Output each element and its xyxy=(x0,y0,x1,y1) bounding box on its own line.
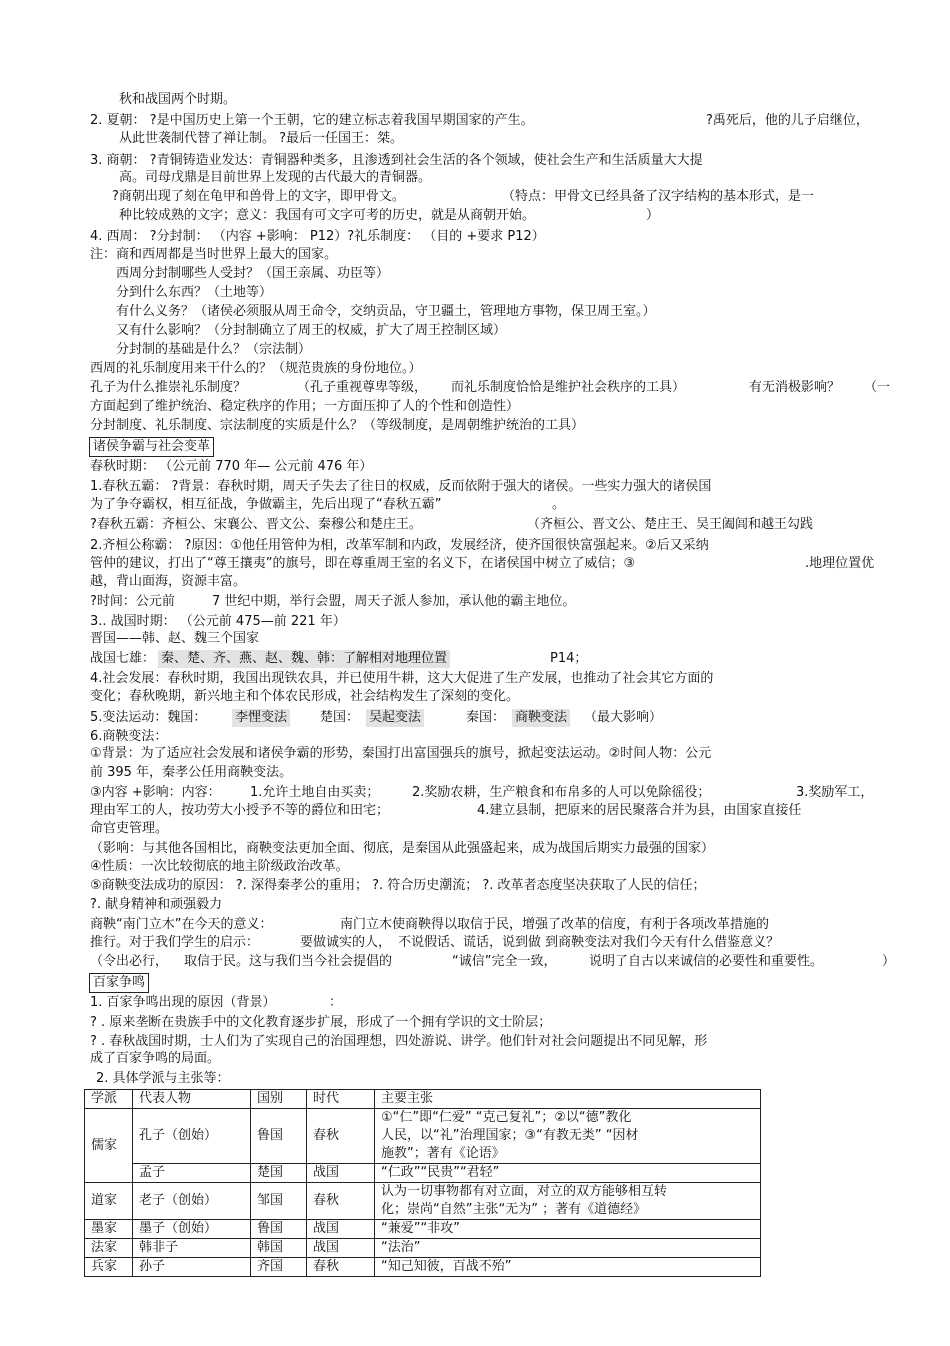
table-cell: “兼爱”“非攻” xyxy=(375,1220,761,1239)
text-line: P14； xyxy=(550,651,588,666)
text-line: 推行。对于我们学生的启示： xyxy=(90,935,260,950)
text-line: 4.建立县制，把原来的居民聚落合并为县，由国家直接任 xyxy=(477,803,802,818)
text-line: ?商朝出现了刻在龟甲和兽骨上的文字，即甲骨文。 xyxy=(112,189,405,204)
text-line: ①背景：为了适应社会发展和诸侯争霸的形势，秦国打出富国强兵的旗号，掀起变法运动。②时间人物：公元 xyxy=(90,746,712,761)
table-header-cell: 代表人物 xyxy=(133,1090,251,1109)
text-line: ?禹死后，他的儿子启继位， xyxy=(706,113,869,128)
text-line: 不说假话、谎话，说到做 到商鞅变法对我们今天有什么借鉴意义？ xyxy=(398,935,780,950)
highlighted-text: 吴起变法 xyxy=(366,709,424,727)
text-line: 从此世袭制代替了禅让制。 ?最后一任国王：桀。 xyxy=(119,131,404,146)
text-line: ?时间：公元前 xyxy=(90,594,175,609)
text-line: 晋国——韩、赵、魏三个国家 xyxy=(90,631,260,646)
table-cell: 兵家 xyxy=(85,1258,133,1277)
table-cell: 春秋 xyxy=(307,1258,375,1277)
text-line: （最大影响） xyxy=(584,710,663,725)
text-line: 西周分封制哪些人受封？（国王亲属、功臣等） xyxy=(116,266,390,281)
text-line: 2. 具体学派与主张等： xyxy=(96,1071,230,1086)
table-header-cell: 学派 xyxy=(85,1090,133,1109)
table-row xyxy=(85,1164,761,1183)
text-line: 高。司母戊鼎是目前世界上发现的古代最大的青铜器。 xyxy=(119,170,432,185)
cell-line: 人民，以“礼”治理国家；③“有教无类” “因材 xyxy=(381,1128,639,1143)
text-line: 2.奖励农耕，生产粮食和布帛多的人可以免除徭役； xyxy=(412,785,711,800)
text-line: 种比较成熟的文字；意义：我国有可文字可考的历史，就是从商朝开始。 xyxy=(119,208,536,223)
text-line: 4. 西周： ?分封制： （内容 +影响： P12）?礼乐制度： （目的 +要求 P12） xyxy=(90,229,545,244)
text-line: 秋和战国两个时期。 xyxy=(119,92,237,107)
text-line: 4.社会发展：春秋时期，我国出现铁农具，并已使用牛耕，这大大促进了生产发展，也推动了社会其它方面的 xyxy=(90,671,714,686)
text-line: 1. 百家争鸣出现的原因（背景） xyxy=(90,995,276,1010)
text-line: ? . 春秋战国时期，士人们为了实现自己的治国理想，四处游说、讲学。他们针对社会问题提出不同见解，形 xyxy=(90,1034,708,1049)
table-cell: 道家 xyxy=(85,1183,133,1220)
text-line: ③内容 +影响：内容： xyxy=(90,785,221,800)
table-row xyxy=(85,1258,761,1277)
table-cell: “法治” xyxy=(375,1239,761,1258)
text-line: .地理位置优 xyxy=(805,556,875,571)
schools-table xyxy=(84,1089,761,1277)
text-line: 取信于民。这与我们当今社会提倡的 xyxy=(184,954,393,969)
table-row xyxy=(85,1239,761,1258)
text-line: 孔子为什么推崇礼乐制度？ xyxy=(90,380,247,395)
text-line: 有无消极影响？ xyxy=(749,380,841,395)
text-line: ） xyxy=(646,208,660,223)
table-header-cell: 国别 xyxy=(251,1090,307,1109)
table-cell: 老子（创始） xyxy=(133,1183,251,1220)
text-line: 命官吏管理。 xyxy=(90,821,169,836)
text-line: 西周的礼乐制度用来干什么的？（规范贵族的身份地位。） xyxy=(90,361,422,376)
text-line: 变化；春秋晚期，新兴地主和个体农民形成，社会结构发生了深刻的变化。 xyxy=(90,689,520,704)
table-cell: 韩国 xyxy=(251,1239,307,1258)
table-cell: “知己知彼，百战不殆” xyxy=(375,1258,761,1277)
text-line: 1.春秋五霸： ?背景：春秋时期，周天子失去了往日的权威，反而依附于强大的诸侯。一些实力强大的诸侯国 xyxy=(90,479,712,494)
text-line: 3. 商朝： ?青铜铸造业发达：青铜器种类多，且渗透到社会生活的各个领域，使社会生产和生活质量大大提 xyxy=(90,153,703,168)
table-row xyxy=(85,1183,761,1220)
text-line: ?春秋五霸：齐桓公、宋襄公、晋文公、秦穆公和楚庄王。 xyxy=(90,517,422,532)
text-line: 说明了自古以来诚信的必要性和重要性。 xyxy=(589,954,824,969)
table-cell xyxy=(375,1183,761,1220)
text-line: 管仲的建议，打出了“尊王攘夷”的旗号，即在尊重周王室的名义下，在诸侯国中树立了威信；③ xyxy=(90,556,636,571)
text-line: 7 世纪中期，举行会盟，周天子派人参加，承认他的霸主地位。 xyxy=(212,594,576,609)
table-cell: 战国 xyxy=(307,1220,375,1239)
text-line: 成了百家争鸣的局面。 xyxy=(90,1051,221,1066)
table-cell: “仁政”“民贵”“君轻” xyxy=(375,1164,761,1183)
text-line: 注：商和西周都是当时世界上最大的国家。 xyxy=(90,247,338,262)
table-cell xyxy=(375,1109,761,1164)
text-line: 而礼乐制度恰恰是维护社会秩序的工具） xyxy=(451,380,686,395)
table-header-row xyxy=(85,1090,761,1109)
text-line: 2. 夏朝： ?是中国历史上第一个王朝，它的建立标志着我国早期国家的产生。 xyxy=(90,113,534,128)
cell-line: 认为一切事物都有对立面，对立的双方能够相互转 xyxy=(381,1184,668,1199)
table-header-cell: 时代 xyxy=(307,1090,375,1109)
text-line: ： xyxy=(329,995,343,1010)
text-line: 要做诚实的人， xyxy=(300,935,392,950)
text-line: （齐桓公、晋文公、楚庄王、吴王阖闾和越王勾践 xyxy=(527,517,814,532)
table-header-cell: 主要主张 xyxy=(375,1090,761,1109)
text-line: ④性质：一次比较彻底的地主阶级政治改革。 xyxy=(90,859,349,874)
text-line: （一 xyxy=(864,380,891,395)
table-cell: 韩非子 xyxy=(133,1239,251,1258)
text-line: 方面起到了维护统治、稳定秩序的作用；一方面压抑了人的个性和创造性） xyxy=(90,399,520,414)
text-line: 商鞅“南门立木”在今天的意义： xyxy=(90,917,273,932)
text-line: ） xyxy=(882,954,896,969)
text-line: 楚国： xyxy=(320,710,360,725)
text-line: ⑤商鞅变法成功的原因： ?. 深得秦孝公的重用； ?. 符合历史潮流； ?. 改革者态度坚决获取了人民的信任； xyxy=(90,878,706,893)
text-line: （孔子重视尊卑等级， xyxy=(297,380,428,395)
table-cell: 鲁国 xyxy=(251,1220,307,1239)
text-line: （影响：与其他各国相比，商鞅变法更加全面、彻底，是秦国从此强盛起来，成为战国后期实力最强的国家） xyxy=(90,841,715,856)
text-line: 3.奖励军工， xyxy=(796,785,874,800)
text-line: 分封制的基础是什么？（宗法制） xyxy=(116,342,312,357)
section-heading: 百家争鸣 xyxy=(89,973,149,993)
text-line: 分到什么东西？（土地等） xyxy=(116,285,273,300)
table-cell: 春秋 xyxy=(307,1109,375,1164)
table-cell: 孙子 xyxy=(133,1258,251,1277)
cell-line: 施教”；著有《论语》 xyxy=(381,1146,505,1161)
highlighted-text: 李悝变法 xyxy=(232,709,290,727)
table-cell: 齐国 xyxy=(251,1258,307,1277)
section-heading: 诸侯争霸与社会变革 xyxy=(89,437,214,457)
text-line: （特点：甲骨文已经具备了汉字结构的基本形式，是一 xyxy=(502,189,815,204)
text-line: 有什么义务？（诸侯必须服从周王命令，交纳贡品，守卫疆土，管理地方事物，保卫周王室。） xyxy=(116,304,656,319)
text-line: 2.齐桓公称霸： ?原因：①他任用管仲为相，改革军制和内政，发展经济，使齐国很快富强起来。②后又采纳 xyxy=(90,538,709,553)
table-cell: 楚国 xyxy=(251,1164,307,1183)
text-line: 3.. 战国时期： （公元前 475—前 221 年） xyxy=(90,614,346,629)
text-line: 越，背山面海，资源丰富。 xyxy=(90,574,247,589)
text-line: ?. 献身精神和顽强毅力 xyxy=(90,897,223,912)
text-line: 战国七雄： xyxy=(90,651,156,666)
text-line: 春秋时期： （公元前 770 年— 公元前 476 年） xyxy=(90,459,373,474)
table-cell: 鲁国 xyxy=(251,1109,307,1164)
text-line: 南门立木使商鞅得以取信于民，增强了改革的信度，有利于各项改革措施的 xyxy=(340,917,770,932)
text-line: “诚信”完全一致， xyxy=(452,954,557,969)
table-row xyxy=(85,1109,761,1164)
text-line: 。 xyxy=(552,497,566,512)
table-cell: 战国 xyxy=(307,1239,375,1258)
text-line: 为了争夺霸权，相互征战，争做霸主，先后出现了“春秋五霸” xyxy=(90,497,442,512)
text-line: 前 395 年，秦孝公任用商鞅变法。 xyxy=(90,765,293,780)
text-line: 6.商鞅变法： xyxy=(90,729,168,744)
table-cell: 孔子（创始） xyxy=(133,1109,251,1164)
table-row xyxy=(85,1220,761,1239)
highlighted-text: 商鞅变法 xyxy=(512,709,570,727)
highlighted-text: 秦、楚、齐、燕、赵、魏、韩：了解相对地理位置 xyxy=(158,650,450,668)
text-line: 1.允许土地自由买卖； xyxy=(250,785,380,800)
text-line: 理由军工的人，按功劳大小授予不等的爵位和田宅； xyxy=(90,803,390,818)
cell-line: 化；崇尚“自然”主张“无为” ；著有《道德经》 xyxy=(381,1202,647,1217)
table-cell: 孟子 xyxy=(133,1164,251,1183)
text-line: 5.变法运动：魏国： xyxy=(90,710,207,725)
text-line: 分封制度、礼乐制度、宗法制度的实质是什么？（等级制度，是周朝维护统治的工具） xyxy=(90,418,585,433)
table-cell: 法家 xyxy=(85,1239,133,1258)
text-line: 秦国： xyxy=(466,710,506,725)
text-line: （令出必行， xyxy=(90,954,169,969)
text-line: ? . 原来垄断在贵族手中的文化教育逐步扩展，形成了一个拥有学识的文士阶层； xyxy=(90,1015,552,1030)
table-cell: 春秋 xyxy=(307,1183,375,1220)
table-cell: 邹国 xyxy=(251,1183,307,1220)
text-line: 又有什么影响？（分封制确立了周王的权威，扩大了周王控制区域） xyxy=(116,323,507,338)
table-cell: 墨家 xyxy=(85,1220,133,1239)
table-cell: 战国 xyxy=(307,1164,375,1183)
cell-line: ①“仁”即“仁爱” “克己复礼”；②以“德”教化 xyxy=(381,1110,632,1125)
table-cell: 墨子（创始） xyxy=(133,1220,251,1239)
table-cell: 儒家 xyxy=(85,1109,133,1183)
